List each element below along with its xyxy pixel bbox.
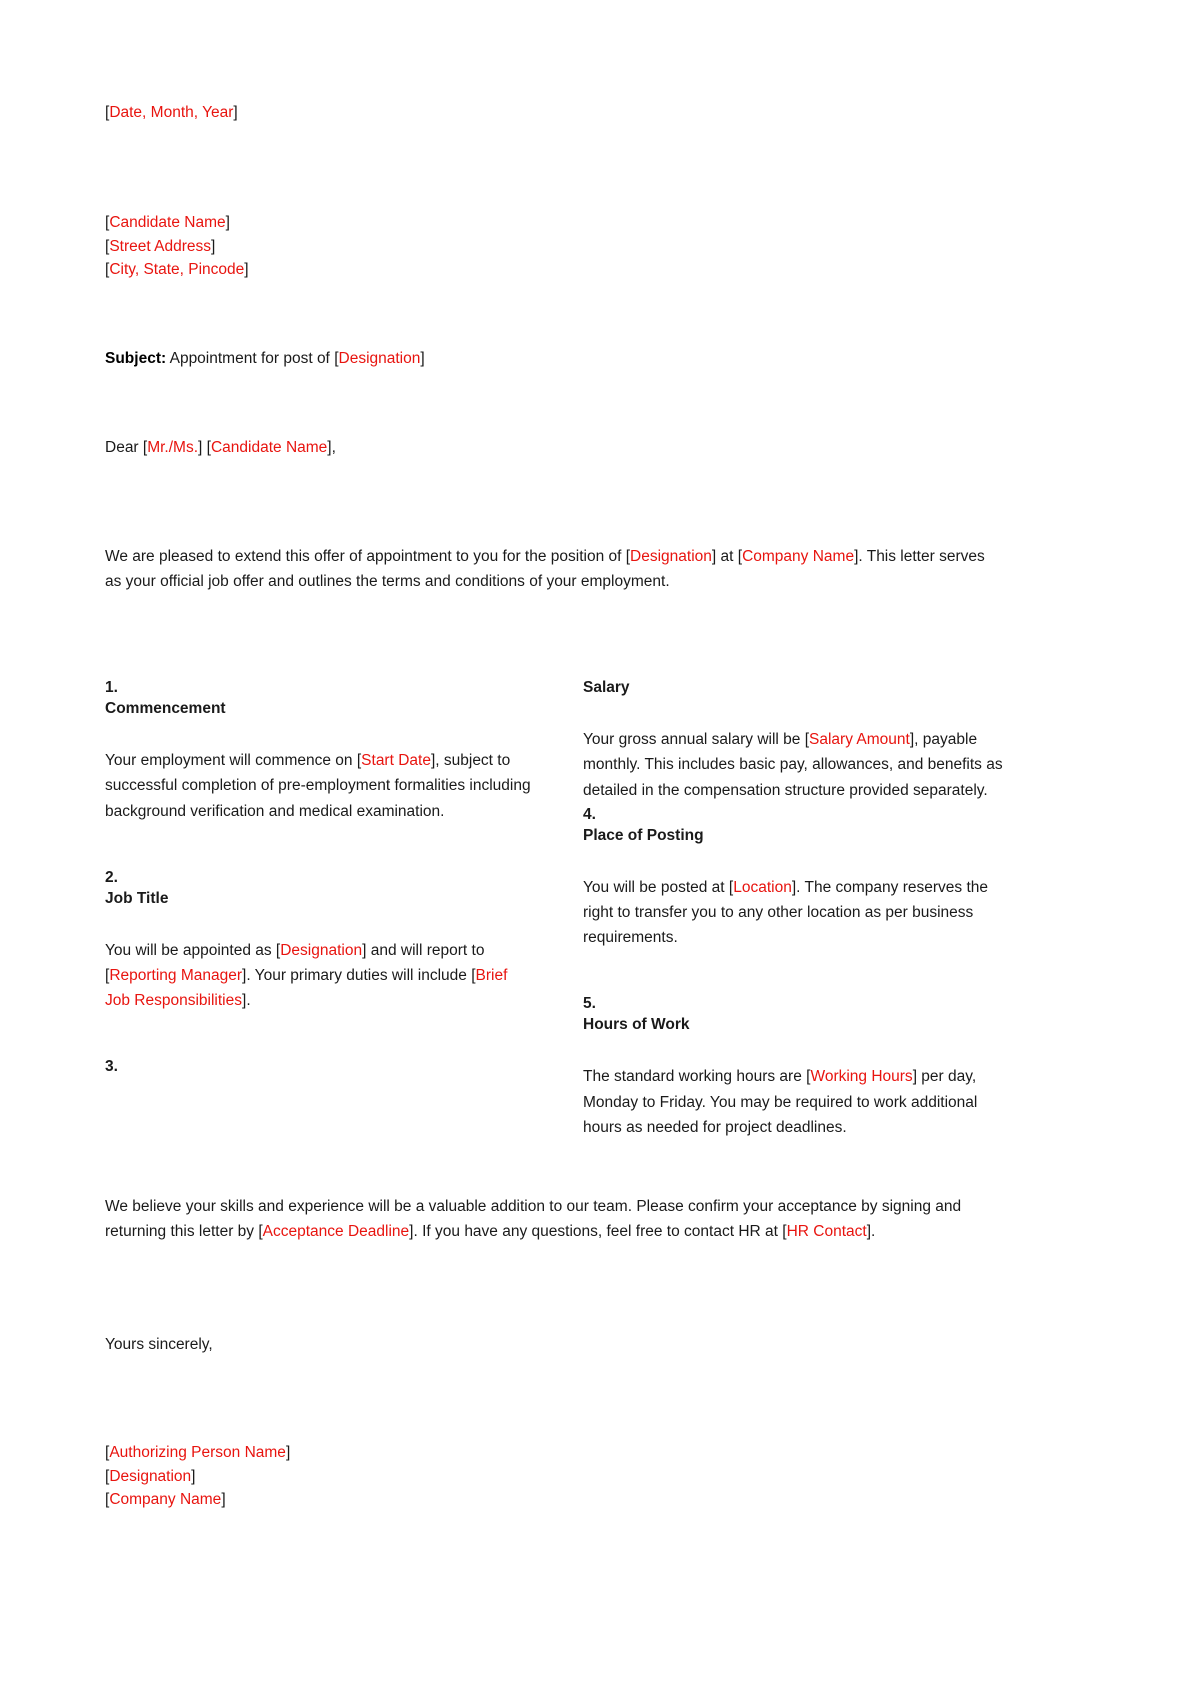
- bracket-close: ]: [221, 1491, 226, 1509]
- bracket-close: ]: [198, 438, 207, 456]
- candidate-name-placeholder: Candidate Name: [210, 438, 328, 456]
- company-name-placeholder: Company Name: [742, 547, 855, 565]
- bracket-close: ]: [225, 214, 230, 232]
- body-part2: . The company reserves the right to transfer you to any other location as per business requirements.: [583, 878, 988, 947]
- section-title: Commencement: [105, 700, 226, 718]
- bracket-open: [: [782, 1223, 787, 1241]
- bracket-close: ]: [242, 992, 247, 1010]
- bracket-close: ]: [854, 547, 859, 565]
- street-address-placeholder: Street Address: [109, 237, 211, 255]
- closing-paragraph: [105, 1194, 995, 1244]
- address-line-city: [105, 258, 995, 282]
- section-title: Salary: [583, 679, 630, 697]
- bracket-close: ]: [420, 349, 425, 367]
- bracket-open: [: [334, 349, 339, 367]
- section-title: Job Title: [105, 889, 169, 907]
- section-body: [105, 748, 535, 824]
- bracket-close: ] at: [711, 547, 738, 565]
- section-body: [583, 727, 1013, 803]
- closing-text-part2: . If you have any questions, feel free to contact HR at: [413, 1223, 783, 1241]
- salutation-line: [105, 435, 995, 460]
- designation-placeholder: Designation: [630, 547, 712, 565]
- subject-label: Subject:: [105, 349, 167, 367]
- intro-paragraph: [105, 544, 995, 594]
- salutation-greeting: Dear: [105, 438, 143, 456]
- signature-line-company: [105, 1488, 995, 1512]
- terms-column-right: [583, 678, 1013, 1140]
- company-name-placeholder: Company Name: [109, 1491, 222, 1509]
- section-title: Place of Posting: [583, 826, 704, 844]
- honorific-placeholder: Mr./Ms.: [147, 438, 199, 456]
- bracket-open: [: [806, 1068, 811, 1086]
- bracket-close: ]: [191, 1467, 196, 1485]
- section-body: [583, 1064, 1013, 1140]
- bracket-open: [: [105, 214, 110, 232]
- bracket-close: ]: [912, 1068, 917, 1086]
- signature-line-designation: [105, 1465, 995, 1489]
- signature-line-authorizing-person: [105, 1441, 995, 1465]
- section-hours-of-work: [583, 994, 1013, 1140]
- closing-text-part1: We believe your skills and experience will be a valuable addition to our team. Please confirm your acceptance by signing and returning this letter by: [105, 1198, 962, 1241]
- bracket-open: [: [275, 941, 281, 959]
- section-number: 5.: [583, 995, 596, 1013]
- salary-amount-placeholder: Salary Amount: [809, 731, 910, 749]
- recipient-address-block: [105, 211, 995, 282]
- terms-columns: [105, 678, 1003, 1140]
- body-part2: , payable monthly. This includes basic pay, allowances, and benefits as detailed in the compensation structure provided separately.: [583, 731, 1003, 799]
- bracket-open: [: [105, 261, 110, 279]
- bracket-open: [: [105, 1491, 110, 1509]
- working-hours-placeholder: Working Hours: [810, 1068, 913, 1086]
- bracket-open: [: [625, 547, 631, 565]
- bracket-close: ]: [866, 1223, 871, 1241]
- section-job-title: [105, 868, 535, 1014]
- terms-column-left: [105, 678, 535, 1140]
- bracket-open: [: [737, 547, 743, 565]
- bracket-open: [: [471, 966, 476, 984]
- section-number: 2.: [105, 868, 118, 886]
- bracket-close: ]: [430, 752, 436, 770]
- candidate-name-placeholder: Candidate Name: [109, 214, 226, 232]
- signoff-line: Yours sincerely,: [105, 1336, 213, 1354]
- subject-line: [105, 346, 995, 371]
- signature-block: [105, 1441, 995, 1512]
- bracket-open: [: [356, 752, 362, 770]
- bracket-close: ]: [233, 104, 238, 121]
- designation-placeholder: Designation: [109, 1467, 192, 1485]
- bracket-open: [: [728, 878, 734, 896]
- letter-body: [105, 100, 1003, 1512]
- bracket-open: [: [804, 731, 810, 749]
- body-part4: .: [246, 992, 251, 1010]
- section-salary: [583, 678, 1013, 803]
- reporting-manager-placeholder: Reporting Manager: [109, 966, 243, 984]
- section-body: [583, 875, 1013, 951]
- job-responsibilities-placeholder: Brief Job Responsibilities: [105, 966, 508, 1010]
- designation-placeholder: Designation: [280, 941, 363, 959]
- body-part1: The standard working hours are: [583, 1068, 807, 1086]
- bracket-open: [: [206, 438, 211, 456]
- bracket-close: ]: [210, 237, 216, 255]
- location-placeholder: Location: [733, 878, 792, 896]
- body-part1: You will be posted at: [583, 878, 729, 896]
- intro-text-part2: . This letter serves as your official job offer and outlines the terms and conditions of your employment.: [105, 547, 985, 591]
- intro-text-part1: We are pleased to extend this offer of appointment to you for the position of: [105, 547, 626, 565]
- hr-contact-placeholder: HR Contact: [786, 1223, 867, 1241]
- bracket-open: [: [142, 438, 148, 456]
- section-salary-number: [105, 1057, 535, 1078]
- bracket-close: ]: [242, 966, 247, 984]
- acceptance-deadline-placeholder: Acceptance Deadline: [262, 1223, 410, 1241]
- section-place-of-posting: [583, 805, 1013, 951]
- bracket-open: [: [105, 1444, 110, 1462]
- body-part2: per day, Monday to Friday. You may be required to work additional hours as needed for project deadlines.: [583, 1068, 978, 1136]
- designation-placeholder: Designation: [338, 349, 421, 367]
- city-state-pincode-placeholder: City, State, Pincode: [109, 261, 245, 279]
- bracket-close: ],: [327, 438, 336, 456]
- bracket-close: ]: [362, 941, 367, 959]
- bracket-close: ]: [409, 1223, 414, 1241]
- body-part2: , subject to successful completion of pre-employment formalities including background verification and medical examination.: [105, 752, 531, 820]
- bracket-close: ]: [791, 878, 797, 896]
- closing-text-part3: .: [871, 1223, 876, 1241]
- section-commencement: [105, 678, 535, 824]
- bracket-close: ]: [244, 261, 249, 279]
- address-line-candidate-name: [105, 211, 995, 235]
- body-part1: Your gross annual salary will be: [583, 731, 805, 749]
- body-part1: You will be appointed as: [105, 941, 276, 959]
- bracket-open: [: [105, 1467, 110, 1485]
- bracket-open: [: [258, 1223, 263, 1241]
- bracket-close: ]: [909, 731, 915, 749]
- subject-text: Appointment for post of: [166, 349, 335, 367]
- section-number: 1.: [105, 679, 118, 697]
- authorizing-person-placeholder: Authorizing Person Name: [109, 1444, 286, 1462]
- section-body: [105, 938, 535, 1014]
- bracket-close: ]: [285, 1444, 291, 1462]
- date-placeholder: Date, Month, Year: [109, 104, 234, 121]
- body-part1: Your employment will commence on: [105, 752, 357, 770]
- body-part3: . Your primary duties will include: [246, 966, 472, 984]
- section-number: 3.: [105, 1058, 118, 1076]
- date-line: [105, 100, 995, 125]
- start-date-placeholder: Start Date: [361, 752, 431, 770]
- section-title: Hours of Work: [583, 1016, 690, 1034]
- bracket-open: [: [105, 104, 110, 121]
- bracket-open: [: [105, 966, 110, 984]
- body-part2: and will report to: [366, 941, 485, 959]
- address-line-street: [105, 235, 995, 259]
- section-number: 4.: [583, 805, 596, 823]
- bracket-open: [: [105, 237, 110, 255]
